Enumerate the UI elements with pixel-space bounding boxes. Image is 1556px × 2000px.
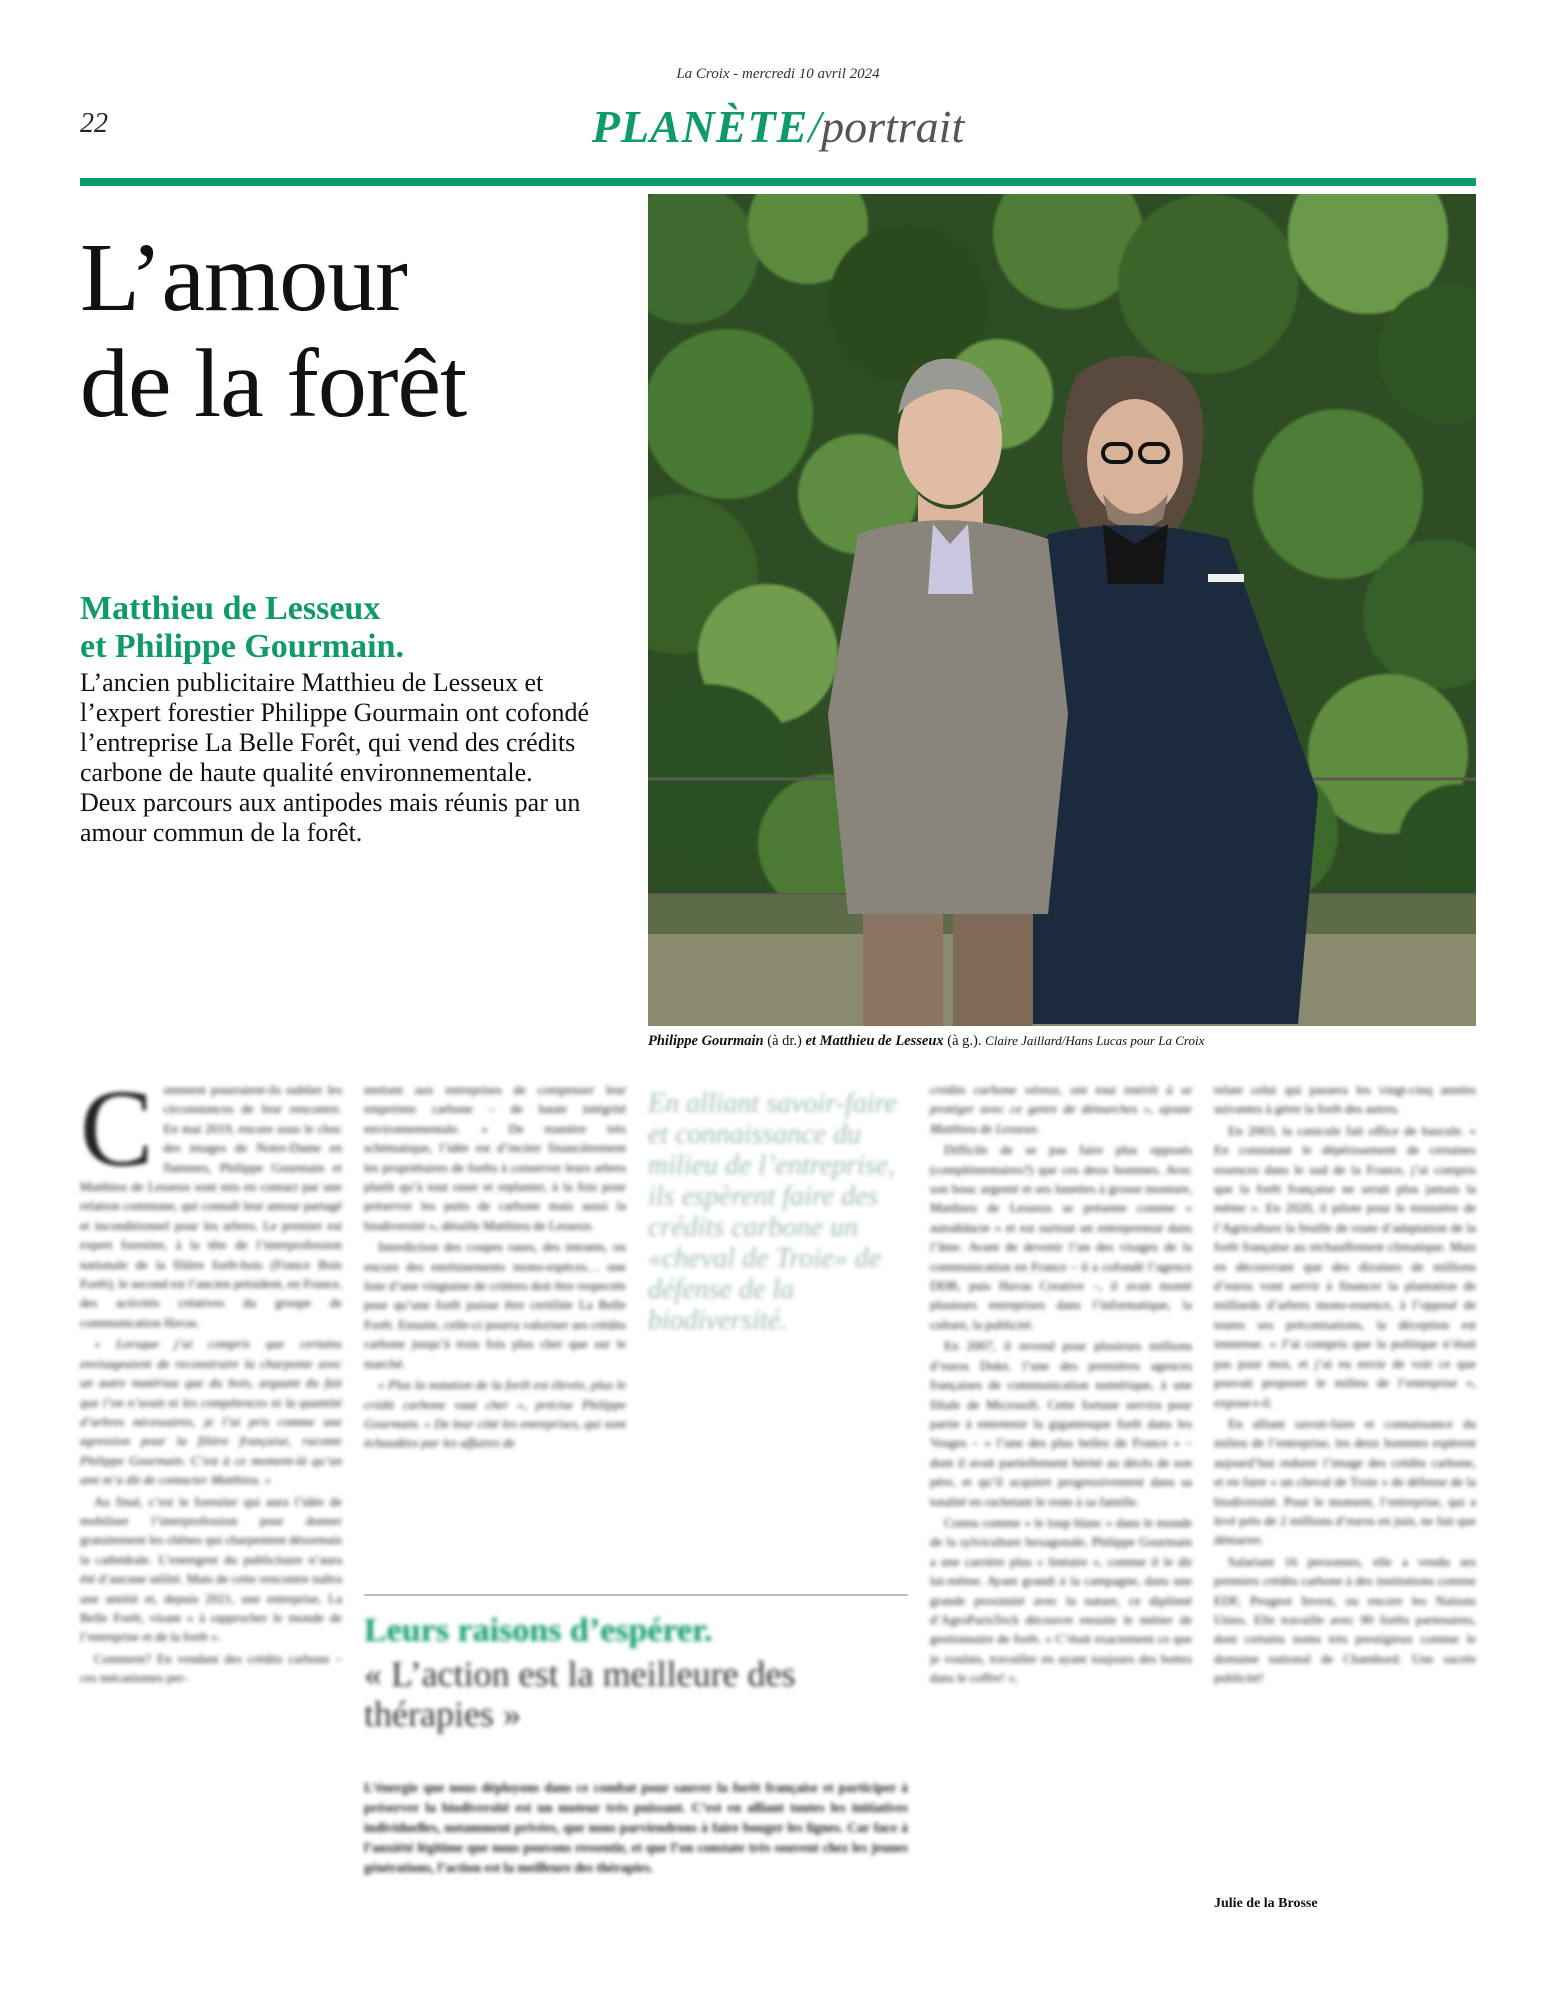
caption-subject-2: Matthieu de Lesseux <box>819 1033 944 1049</box>
intro-paragraph <box>80 668 620 848</box>
col4-paragraph-1: relate celui qui passera les vingt-cinq années suivantes à gérer la forêt des autres. <box>1214 1082 1476 1117</box>
col2-paragraph-3: « Plus la notation de la forêt est élevée, plus le crédit carbone vaut cher », précise Philippe Gourmain. « De leur côté les entreprises, qui sont échaudées par les affaires de <box>364 1377 626 1451</box>
intro-text-1: L’ancien publicitaire Matthieu de Lesseux et l’expert forestier Philippe Gourmain ont cofondé l’entreprise La Belle Forêt, qui vend des crédits carbone de haute qualité environnementale. <box>80 668 590 787</box>
caption-position-1: (à dr.) <box>763 1033 806 1049</box>
box-quote: « L’action est la meilleure des thérapies » <box>364 1654 796 1734</box>
col2-paragraph-1: mettant aux entreprises de compenser leur empreinte carbone – de haute intégrité environnementale. « De manière très schématique, l’idée est d’inciter financièrement les propriétaires de forêts à conserver leurs arbres plutôt qu’à tout raser et replanter, à la fois pour préserver les puits de carbone mais aussi la biodiversité », détaille Matthieu de Lesseux. <box>364 1082 626 1233</box>
subjects-name-2: et Philippe Gourmain. <box>80 628 404 665</box>
col1-paragraph-2: « Lorsque j’ai compris que certains envisageaient de reconstruire la charpente avec un autre matériau que du bois, arguant du fait que l’on n’avait ni les compétences ni la quantité d’arbres nécessaires, je l’ai pris comme une agression pour la filière française, raconte Philippe Gourmain. C’est à ce moment-là qu’un ami m’a dit de contacter Matthieu. » <box>80 1336 342 1488</box>
section-rule <box>80 178 1476 186</box>
header-date-line: La Croix - mercredi 10 avril 2024 <box>676 66 880 82</box>
col1-paragraph-4: Comment? En vendant des crédits carbone – ces mécanismes per- <box>80 1650 342 1686</box>
col2-paragraph-2: Interdiction des coupes rases, des intrants, ou encore des enrésinements mono-espèces… une liste d’une vingtaine de critères doit être respectée pour qu’une forêt puisse être certifiée La Belle Forêt. Ensuite, celle-ci pourra valoriser ses crédits carbone jusqu’à trois fois plus cher que sur le marché. <box>364 1239 626 1371</box>
subjects-name-1: Matthieu de Lesseux <box>80 590 381 627</box>
drop-cap: C <box>80 1080 154 1189</box>
pull-quote: En alliant savoir-faire et connaissance du milieu de l’entreprise, ils espèrent faire des crédits carbone un «cheval de Troie» de défense de la biodiversité. <box>648 1088 897 1336</box>
col3-paragraph-2: Difficile de se pas faire plus opposés (complémentaires?) que ces deux hommes. Avec son bouc argenté et ses lunettes à grosse monture, Matthieu de Lesseux se présente comme « autodidacte » et est surtout un entrepreneur dans l’âme. Avant de devenir l’un des visages de la communication en France – il a cofondé l’agence DDB, puis Havas Creative –, il avait monté plusieurs entreprises dans l’informatique, la culture, la publicité. <box>930 1142 1192 1332</box>
col4-paragraph-3: En alliant savoir-faire et connaissance du milieu de l’entreprise, les deux hommes espèrent aujourd’hui redorer l’image des crédits carbone, et en faire « un cheval de Troie » de défense de la biodiversité. Pour le moment, l’entreprise, qui a levé près de 2 millions d’euros en juin, ne fait que démarrer. <box>1214 1415 1476 1548</box>
article-column-2 <box>364 1080 626 1582</box>
headline <box>80 225 466 437</box>
section-subsection: portrait <box>821 101 965 152</box>
headline-line-2: de la forêt <box>80 330 467 438</box>
article-column-4 <box>1214 1080 1476 1885</box>
headline-line-1: L’amour <box>80 224 407 332</box>
article-column-1 <box>80 1080 342 1920</box>
photo-caption <box>648 1033 1476 1050</box>
box-top-rule <box>364 1594 908 1596</box>
author-byline: Julie de la Brosse <box>1214 1896 1318 1911</box>
col4-paragraph-2: En 2003, la canicule fait office de bascule. « En constatant le dépérissement de certaines essences dans le sud de la France, j’ai compris que la forêt française ne serait plus jamais la même ». En 2020, il pilote pour le ministère de l’Agriculture la feuille de route d’adaptation de la forêt française au réchauffement climatique. Mais en découvrant que des dizaines de millions d’euros vont servir à financer la plantation de milliards d’arbres mono-essence, à l’opposé de toutes ses préconisations, la déception est immense. « J’ai compris que la politique n’était pas pour moi, et j’ai eu envie de voir ce que pouvait proposer le milieu de l’entreprise », expose-t-il. <box>1214 1122 1476 1410</box>
page-number: 22 <box>80 108 108 139</box>
col3-paragraph-4: Connu comme « le loup blanc » dans le monde de la sylviculture hexagonale, Philippe Gourmain a une carrière plus « linéaire », comme il le dit lui-même. Ayant grandi à la campagne, dans une grande proximité avec la nature, ce diplômé d’AgroParisTech découvre ensuite le métier de gestionnaire de forêt. « C’était exactement ce que je voulais, travailler en ayant toujours des bottes dans le coffre! », <box>930 1514 1192 1686</box>
intro-text-2: Deux parcours aux antipodes mais réunis par un amour commun de la forêt. <box>80 788 581 847</box>
caption-conjunction: et <box>805 1033 820 1049</box>
subjects-names <box>80 590 404 666</box>
col1-paragraph-1: omment pourraient-ils oublier les circonstances de leur rencontre. En mai 2019, encore sous le choc des images de Notre-Dame en flammes, Philippe Gourmain et Matthieu de Lesseux sont mis en contact par une relation commune, qui connaît leur amour partagé et inconditionnel pour les arbres. Le premier est expert forestier, à la tête de l’interprofession nationale de la filière forêt-bois (France Bois Forêt); le second est l’ancien président, en France, des activités créatives du groupe de communication Havas. <box>80 1082 342 1330</box>
col1-paragraph-3: Au final, c’est le forestier qui aura l’idée de mobiliser l’interprofession pour donner gratuitement les chênes qui charpentent désormais la cathédrale. L’entregent du publicitaire n’aura été d’aucune utilité. Mais de cette rencontre naîtra une amitié et, depuis 2021, une entreprise, La Belle Forêt, visant « à rapprocher le monde de l’entreprise et de la forêt ». <box>80 1493 342 1645</box>
box-text: L’énergie que nous déployons dans ce combat pour sauver la forêt française et participer à préserver la biodiversité est un moteur très puissant. C’est en alliant toutes les initiatives individuelles, notamment privées, que nous parviendrons à faire bouger les lignes. Car face à l’anxiété légitime que nous pouvons ressentir, et que l’on constate très souvent chez les jeunes générations, l’action est la meilleure des thérapies. <box>364 1780 908 1875</box>
col3-paragraph-1: crédits carbone véreux, ont tout intérêt à se protéger avec ce genre de démarches », ajoute Matthieu de Lesseux. <box>930 1082 1192 1136</box>
section-separator: / <box>808 101 822 152</box>
article-column-3 <box>930 1080 1192 1920</box>
col4-paragraph-4: Salariant 16 personnes, elle a vendu ses premiers crédits carbone à des institutions comme EDF, Peugeot Invest, ou encore les Nations Unies. Elle travaille avec 90 forêts partenaires, dont certains noms très prestigieux comme le domaine national de Chambord. Une sacrée publicité! <box>1214 1553 1476 1686</box>
section-name: PLANÈTE <box>591 101 809 152</box>
portrait-photo <box>648 194 1476 1026</box>
photo-credit: Claire Jaillard/Hans Lucas pour La Croix <box>985 1033 1205 1048</box>
caption-subject-1: Philippe Gourmain <box>648 1033 764 1049</box>
caption-position-2: (à g.). <box>943 1033 986 1049</box>
portrait-photo-illustration <box>648 194 1476 1026</box>
box-title: Leurs raisons d’espérer. <box>364 1612 713 1649</box>
section-title <box>0 100 1556 153</box>
col3-paragraph-3: En 2007, il revend pour plusieurs millions d’euros Duke, l’une des premières agences françaises de communication numérique, à une filiale de Microsoft. Cette fortune servira pour partie à entretenir la gigantesque forêt dans les Vosges – « l’une des plus belles de France » – dont il avait partiellement hérité au décès de son père, et qu’il acquiert progressivement dans sa totalité en rachetant le reste à sa famille. <box>930 1338 1192 1509</box>
